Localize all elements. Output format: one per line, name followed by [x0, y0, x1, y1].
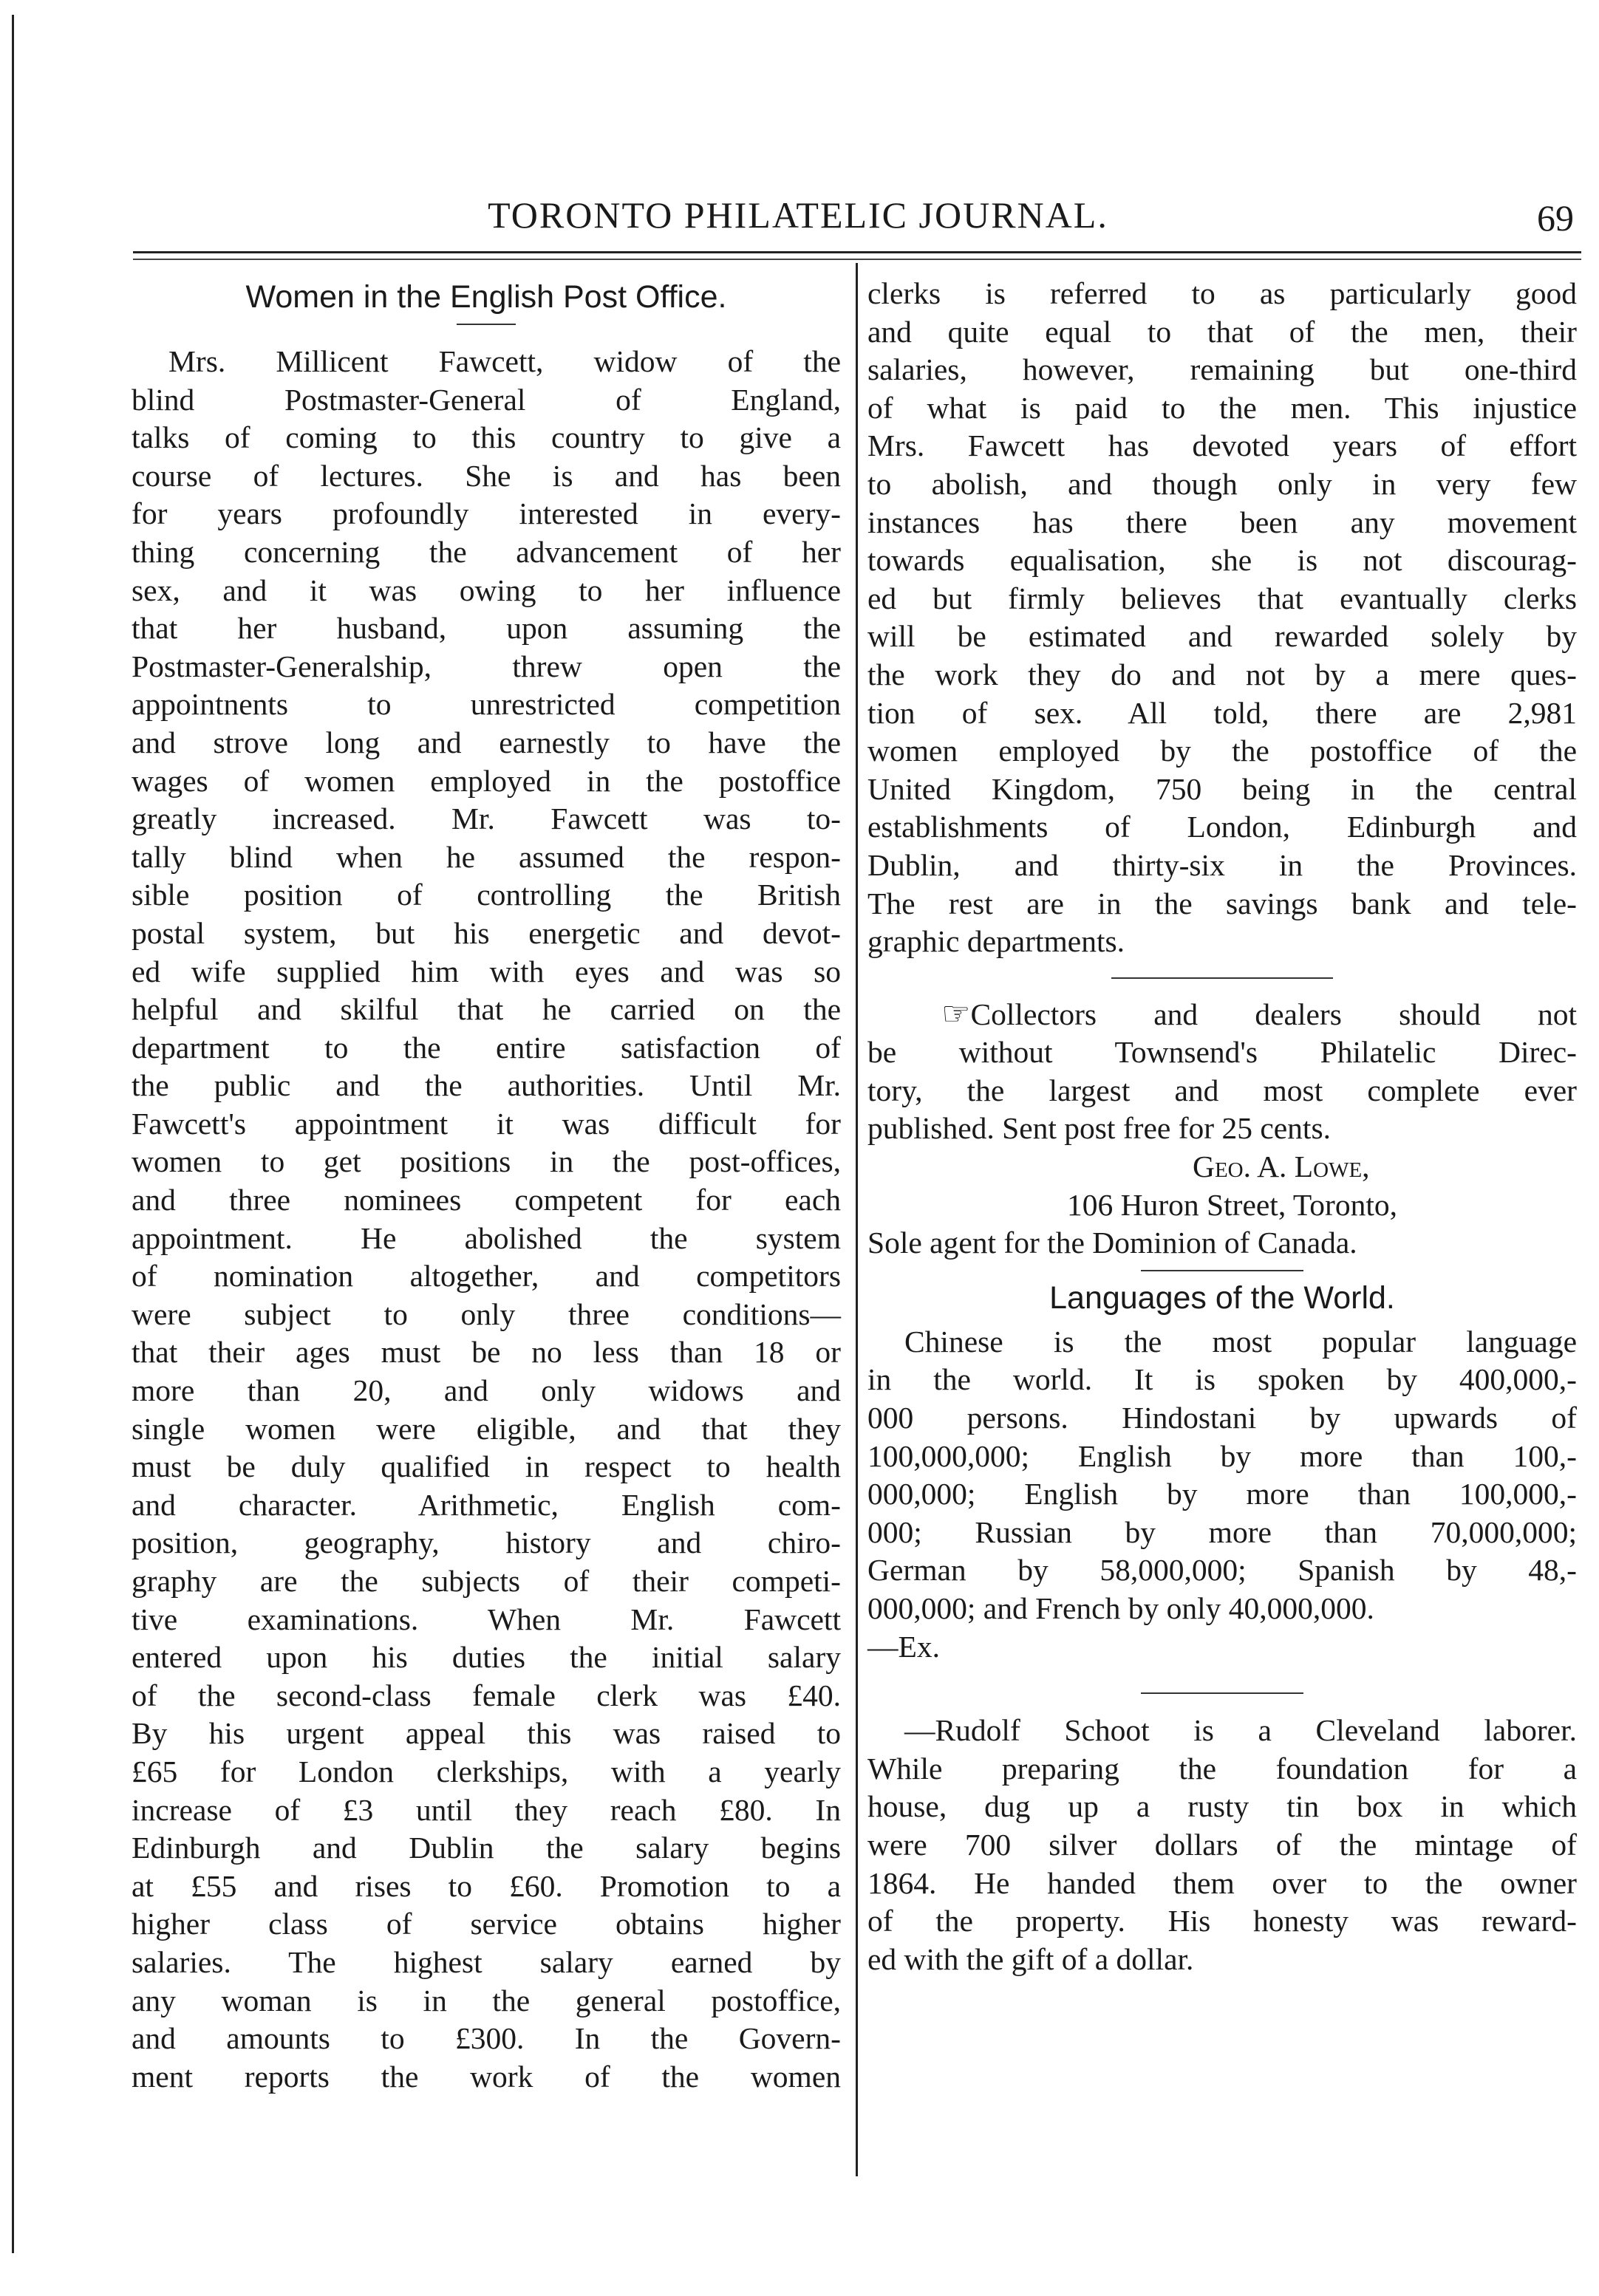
text-line: salaries. The highest salary earned by: [132, 1944, 841, 1979]
ad-signature-role: Sole agent for the Dominion of Canada.: [867, 1226, 1357, 1260]
text-line: The rest are in the savings bank and tele-: [867, 886, 1577, 920]
page-number: 69: [1537, 197, 1574, 239]
text-line: women employed by the postoffice of the: [867, 734, 1577, 768]
text-line: women to get positions in the post-offices,: [132, 1144, 841, 1179]
text-line: thing concerning the advancement of her: [132, 534, 841, 569]
section-rule: [1141, 1270, 1303, 1271]
text-line: Dublin, and thirty-six in the Provinces.: [867, 847, 1577, 882]
text-line: 1864. He handed them over to the owner: [867, 1865, 1577, 1900]
text-line: German by 58,000,000; Spanish by 48,-: [867, 1553, 1577, 1588]
text-line: that their ages must be no less than 18 or: [132, 1335, 841, 1370]
text-line: helpful and skilful that he carried on the: [132, 992, 841, 1027]
text-line: Chinese is the most popular language: [904, 1324, 1577, 1359]
text-line: and strove long and earnestly to have the: [132, 725, 841, 759]
text-line: By his urgent appeal this was raised to: [132, 1716, 841, 1751]
section-rule: [1141, 1692, 1303, 1694]
text-line: department to the entire satisfaction of: [132, 1030, 841, 1065]
text-line: talks of coming to this country to give a: [132, 420, 841, 455]
text-line: of what is paid to the men. This injustice: [867, 390, 1577, 425]
text-line: more than 20, and only widows and: [132, 1373, 841, 1408]
text-line: and three nominees competent for each: [132, 1183, 841, 1217]
text-line: position, geography, history and chiro-: [132, 1525, 841, 1560]
header-rule-thin: [133, 259, 1581, 260]
text-line: 100,000,000; English by more than 100,-: [867, 1438, 1577, 1473]
text-line: appointment. He abolished the system: [132, 1220, 841, 1255]
heading-rule: [457, 324, 516, 325]
text-line: increase of £3 until they reach £80. In: [132, 1792, 841, 1827]
article-body-schoot: [867, 1712, 1577, 1978]
text-line: course of lectures. She is and has been: [132, 458, 841, 493]
article-heading-women-post-office: Women in the English Post Office.: [245, 279, 727, 315]
text-line: 000,000; and French by only 40,000,000.: [867, 1591, 1374, 1625]
text-line: of the second-class female clerk was £40.: [132, 1678, 841, 1712]
running-header: [133, 194, 1581, 245]
header-rule-thick: [133, 251, 1581, 253]
article-body-women-post-office: [132, 343, 841, 2096]
text-line: greatly increased. Mr. Fawcett was to-: [132, 802, 841, 836]
article-continuation: [867, 275, 1577, 961]
text-line: ment reports the work of the women: [132, 2059, 841, 2094]
text-line: graphy are the subjects of their competi-: [132, 1564, 841, 1598]
text-line: salaries, however, remaining but one-third: [867, 352, 1577, 387]
advertisement-directory: [867, 995, 1577, 1263]
text-line: wages of women employed in the postoffice: [132, 763, 841, 798]
journal-title: TORONTO PHILATELIC JOURNAL.: [488, 194, 1108, 236]
text-line: blind Postmaster-General of England,: [132, 382, 841, 417]
text-line: higher class of service obtains higher: [132, 1907, 841, 1941]
text-line: and quite equal to that of the men, their: [867, 314, 1577, 349]
text-line: establishments of London, Edinburgh and: [867, 810, 1577, 844]
ad-line: ☞Collectors and dealers should not: [867, 995, 1577, 1034]
text-line: tally blind when he assumed the respon-: [132, 839, 841, 874]
section-rule: [1111, 977, 1333, 979]
text-line: —Ex.: [867, 1629, 940, 1664]
text-line: Edinburgh and Dublin the salary begins: [132, 1831, 841, 1865]
text-line: were 700 silver dollars of the mintage of: [867, 1827, 1577, 1862]
text-line: clerks is referred to as particularly good: [867, 276, 1577, 310]
ad-line: be without Townsend's Philatelic Direc-: [867, 1035, 1577, 1070]
text-line: sex, and it was owing to her influence: [132, 573, 841, 607]
text-line: appointnents to unrestricted competition: [132, 687, 841, 722]
ad-signature-address: 106 Huron Street, Toronto,: [1067, 1187, 1398, 1222]
text-line: ed with the gift of a dollar.: [867, 1941, 1194, 1976]
text-line: 000; Russian by more than 70,000,000;: [867, 1514, 1577, 1549]
text-line: and amounts to £300. In the Govern-: [132, 2021, 841, 2056]
left-column: [132, 275, 841, 2096]
pointing-hand-icon: ☞: [941, 995, 971, 1032]
ad-line: published. Sent post free for 25 cents.: [867, 1111, 1331, 1146]
text-line: sible position of controlling the British: [132, 878, 841, 912]
ad-line: tory, the largest and most complete ever: [867, 1073, 1577, 1107]
text-line: that her husband, upon assuming the: [132, 611, 841, 646]
article-body-languages: [867, 1323, 1577, 1666]
text-line: at £55 and rises to £60. Promotion to a: [132, 1868, 841, 1903]
text-line: for years profoundly interested in every-: [132, 496, 841, 531]
text-line: United Kingdom, 750 being in the central: [867, 771, 1577, 806]
text-line: graphic departments.: [867, 924, 1125, 959]
text-line: Fawcett's appointment it was difficult for: [132, 1106, 841, 1141]
column-divider: [856, 263, 858, 2176]
text-line: house, dug up a rusty tin box in which: [867, 1789, 1577, 1824]
text-line: the work they do and not by a mere ques-: [867, 657, 1577, 691]
text-line: While preparing the foundation for a: [867, 1751, 1577, 1786]
text-line: entered upon his duties the initial salary: [132, 1640, 841, 1675]
text-line: ed wife supplied him with eyes and was so: [132, 954, 841, 988]
text-line: will be estimated and rewarded solely by: [867, 619, 1577, 654]
text-line: the public and the authorities. Until Mr.: [132, 1068, 841, 1103]
text-line: £65 for London clerkships, with a yearly: [132, 1754, 841, 1788]
text-line: ed but firmly believes that evantually clerks: [867, 581, 1577, 615]
ad-signature-name: Geo. A. Lowe,: [1193, 1149, 1370, 1184]
text-line: in the world. It is spoken by 400,000,-: [867, 1362, 1577, 1397]
text-line: towards equalisation, she is not discourag-: [867, 543, 1577, 578]
binding-edge-rule: [12, 15, 14, 2253]
text-line: must be duly qualified in respect to health: [132, 1449, 841, 1484]
text-line: of the property. His honesty was reward-: [867, 1904, 1577, 1938]
text-line: tion of sex. All told, there are 2,981: [867, 695, 1577, 730]
text-line: postal system, but his energetic and devot-: [132, 915, 841, 950]
text-line: Mrs. Millicent Fawcett, widow of the: [168, 344, 841, 378]
text-line: Postmaster-Generalship, threw open the: [132, 649, 841, 683]
text-line: 000,000; English by more than 100,000,-: [867, 1477, 1577, 1511]
text-line: and character. Arithmetic, English com-: [132, 1487, 841, 1522]
text-line: of nomination altogether, and competitors: [132, 1259, 841, 1294]
text-line: were subject to only three conditions—: [132, 1296, 841, 1331]
text-line: tive examinations. When Mr. Fawcett: [132, 1602, 841, 1636]
text-line: single women were eligible, and that they: [132, 1411, 841, 1446]
text-line: to abolish, and though only in very few: [867, 466, 1577, 501]
article-heading-languages: Languages of the World.: [1049, 1279, 1395, 1316]
text-line: Mrs. Fawcett has devoted years of effort: [867, 428, 1577, 463]
text-line: instances has there been any movement: [867, 505, 1577, 539]
text-line: 000 persons. Hindostani by upwards of: [867, 1401, 1577, 1435]
text-line: —Rudolf Schoot is a Cleveland laborer.: [904, 1713, 1577, 1748]
text-line: any woman is in the general postoffice,: [132, 1983, 841, 2017]
right-column: [867, 275, 1577, 1978]
